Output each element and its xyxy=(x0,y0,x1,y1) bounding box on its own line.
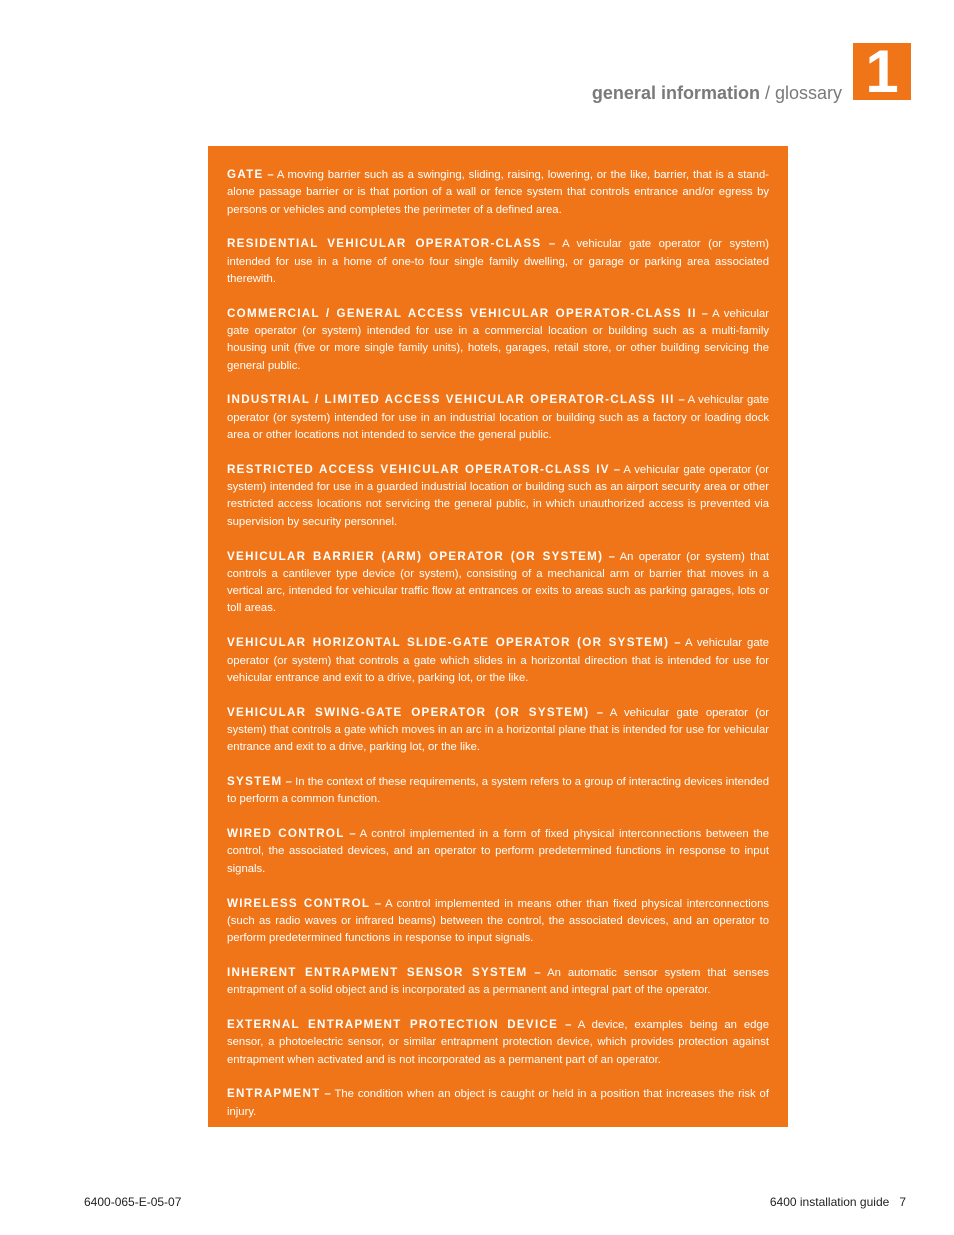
chapter-number-badge: 1 xyxy=(853,43,911,100)
glossary-entry: VEHICULAR HORIZONTAL SLIDE-GATE OPERATOR (OR SYSTEM) – A vehicular gate operator (or system) that controls a gate which slides in a horizontal direction that is intended for use for vehicular entrance and exit to a drive, parking lot, or the like. xyxy=(227,636,770,684)
glossary-entry: WIRELESS CONTROL – A control implemented in means other than fixed physical interconnections (such as radio waves or infrared beams) between the control, the associated devices, and an operator to perform predetermined functions in response to input signals. xyxy=(227,896,770,945)
glossary-definition: A control implemented in a form of fixed physical interconnections between the control, the associated devices, and an operator to perform predetermined functions in response to input signals. xyxy=(227,828,770,875)
glossary-term: INHERENT ENTRAPMENT SENSOR SYSTEM xyxy=(227,965,528,979)
glossary-term: WIRELESS CONTROL xyxy=(227,896,371,910)
glossary-entry: ENTRAPMENT – The condition when an object is caught or held in a position that increases the risk of injury. xyxy=(227,1087,769,1118)
footer-page-number: 7 xyxy=(899,1195,906,1209)
footer-guide xyxy=(770,1195,906,1209)
glossary-entry: INHERENT ENTRAPMENT SENSOR SYSTEM – An automatic sensor system that senses entrapment of a solid object and is incorporated as a permanent and integral part of the operator. xyxy=(227,965,770,997)
glossary-entry: VEHICULAR SWING-GATE OPERATOR (OR SYSTEM) – A vehicular gate operator (or system) that controls a gate which moves in an arc in a horizontal plane that is intended for use for vehicular entrance and exit to a drive, parking lot, or the like. xyxy=(227,705,770,754)
glossary-entry: RESIDENTIAL VEHICULAR OPERATOR-CLASS – A vehicular gate operator (or system) intended for use in a home of one-to four single family dwelling, or garage or parking area associated therewith. xyxy=(227,237,770,285)
glossary-definition: A vehicular gate operator (or system) intended for use in an industrial location or building such as a factory or loading dock area or other locations not intended to service the general public. xyxy=(227,394,770,442)
glossary-term: RESIDENTIAL VEHICULAR OPERATOR-CLASS xyxy=(227,237,542,251)
glossary-panel xyxy=(208,146,788,1127)
subsection-title: glossary xyxy=(774,83,842,103)
glossary-definition: A vehicular gate operator (or system) intended for use in a guarded industrial location or building such as an airport security area or other restricted access locations not servicing the general public, in which unauthorized access is prevented via supervision by security personnel. xyxy=(227,463,770,528)
glossary-definition: In the context of these requirements, a system refers to a group of interacting devices intended to perform a common function. xyxy=(227,776,770,806)
glossary-entry: VEHICULAR BARRIER (ARM) OPERATOR (OR SYSTEM) – An operator (or system) that controls a cantilever type device (or system), consisting of a mechanical arm or barrier that moves in a vertical arc, intended for vehicular traffic flow at entrances or exits to areas such as parking garages, lots or toll areas. xyxy=(227,549,770,615)
glossary-entry: RESTRICTED ACCESS VEHICULAR OPERATOR-CLASS IV – A vehicular gate operator (or system) intended for use in a guarded industrial location or building such as an airport security area or other restricted access locations not servicing the general public, in which unauthorized access is prevented via supervision by security personnel. xyxy=(227,462,770,528)
glossary-entry: INDUSTRIAL / LIMITED ACCESS VEHICULAR OPERATOR-CLASS III – A vehicular gate operator (or system) intended for use in an industrial location or building such as a factory or loading dock area or other locations not intended to service the general public. xyxy=(227,393,770,442)
glossary-term: VEHICULAR HORIZONTAL SLIDE-GATE OPERATOR (OR SYSTEM) xyxy=(227,636,670,650)
glossary-definition: A control implemented in means other than fixed physical interconnections (such as radio waves or infrared beams) between the control, the associated devices, and an operator to perform predetermined functions in response to input signals. xyxy=(227,897,770,945)
glossary-definition: A vehicular gate operator (or system) that controls a gate which slides in a horizontal direction that is intended for use for vehicular entrance and exit to a drive, parking lot, or the like. xyxy=(227,637,770,684)
glossary-definition: A vehicular gate operator (or system) intended for use in a commercial location or building such as a multi-family housing unit (five or more single family units), hotels, garages, retail store, or other building servicing the general public. xyxy=(227,307,770,372)
glossary-definition: A vehicular gate operator (or system) that controls a gate which moves in an arc in a horizontal plane that is intended for use for vehicular entrance and exit to a drive, parking lot, or the like. xyxy=(227,706,770,754)
glossary-term: GATE xyxy=(227,168,264,181)
glossary-definition: A moving barrier such as a swinging, sliding, raising, lowering, or the like, barrier, that is a stand-alone passage barrier or is that portion of a wall or fence system that controls entrance and/or egress by persons or vehicles and completes the perimeter of a defined area. xyxy=(227,169,770,216)
header-separator: / xyxy=(759,83,775,103)
glossary-entry: SYSTEM – In the context of these requirements, a system refers to a group of interacting devices intended to perform a common function. xyxy=(227,775,770,806)
glossary-term: VEHICULAR SWING-GATE OPERATOR (OR SYSTEM) xyxy=(227,705,590,719)
glossary-entry: WIRED CONTROL – A control implemented in a form of fixed physical interconnections between the control, the associated devices, and an operator to perform predetermined functions in response to input signals. xyxy=(227,827,770,875)
glossary-definition: An operator (or system) that controls a cantilever type device (or system), consisting of a mechanical arm or barrier that moves in a vertical arc, intended for vehicular traffic flow at entrances or exits to areas such as parking garages, lots or toll areas. xyxy=(227,550,770,615)
header-title xyxy=(592,83,842,104)
glossary-definition: A device, examples being an edge sensor, a photoelectric sensor, or similar entrapment protection device, which provides protection against entrapment when activated and is not incorporated as a permanent part of an operator. xyxy=(227,1018,769,1066)
glossary-term: COMMERCIAL / GENERAL ACCESS VEHICULAR OPERATOR-CLASS II xyxy=(227,306,697,320)
glossary-definition: An automatic sensor system that senses entrapment of a solid object and is incorporated as a permanent and integral part of the operator. xyxy=(227,966,770,997)
glossary-term: INDUSTRIAL / LIMITED ACCESS VEHICULAR OPERATOR-CLASS III xyxy=(227,393,675,407)
glossary-definition: The condition when an object is caught or held in a position that increases the risk of injury. xyxy=(227,1088,769,1118)
glossary-term: WIRED CONTROL xyxy=(227,827,345,841)
section-title: general information xyxy=(591,83,760,103)
glossary-term: SYSTEM xyxy=(227,775,283,789)
glossary-entry: GATE – A moving barrier such as a swinging, sliding, raising, lowering, or the like, barrier, that is a stand-alone passage barrier or is that portion of a wall or fence system that controls entrance and/or egress by persons or vehicles and completes the perimeter of a defined area. xyxy=(227,168,770,216)
glossary-entry: EXTERNAL ENTRAPMENT PROTECTION DEVICE – A device, examples being an edge sensor, a photoelectric sensor, or similar entrapment protection device, which provides protection against entrapment when activated and is not incorporated as a permanent part of an operator. xyxy=(227,1017,769,1066)
glossary-term: RESTRICTED ACCESS VEHICULAR OPERATOR-CLASS IV xyxy=(227,462,610,476)
glossary-term: ENTRAPMENT xyxy=(227,1087,321,1101)
glossary-definition: A vehicular gate operator (or system) intended for use in a home of one-to four single family dwelling, or garage or parking area associated therewith. xyxy=(227,238,770,285)
glossary-term: VEHICULAR BARRIER (ARM) OPERATOR (OR SYSTEM) xyxy=(227,549,604,563)
glossary-term: EXTERNAL ENTRAPMENT PROTECTION DEVICE xyxy=(227,1017,559,1031)
glossary-entry: COMMERCIAL / GENERAL ACCESS VEHICULAR OPERATOR-CLASS II – A vehicular gate operator (or system) intended for use in a commercial location or building such as a multi-family housing unit (five or more single family units), hotels, garages, retail store, or other building servicing the general public. xyxy=(227,306,770,372)
footer-guide-title: 6400 installation guide xyxy=(769,1195,890,1209)
footer-doc-code: 6400-065-E-05-07 xyxy=(84,1195,182,1209)
